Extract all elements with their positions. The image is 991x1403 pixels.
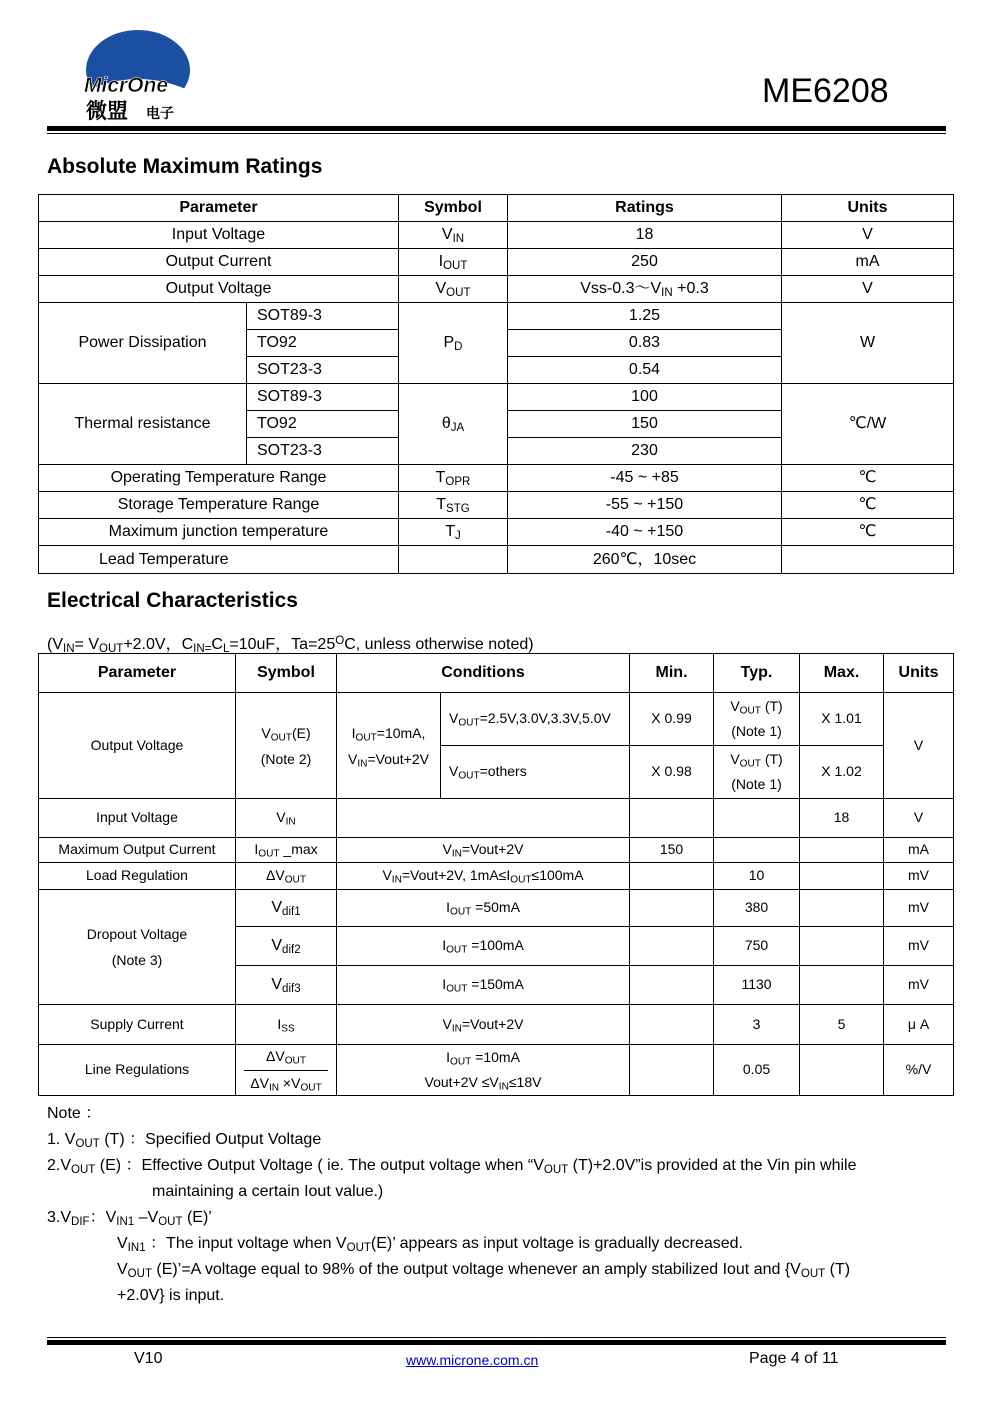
note-3: $3.V_{DIF}$：$V_{IN1}$ $-V_{OUT}$ (E)’ <box>47 1209 212 1228</box>
ec-symbol <box>236 1045 337 1096</box>
ec-max <box>800 966 884 1005</box>
footer-website-link[interactable]: www.microne.com.cn <box>406 1352 539 1368</box>
table-row <box>39 303 954 330</box>
amr-header-ratings: Ratings <box>508 195 782 222</box>
amr-param: Output Current <box>39 249 399 276</box>
ec-min: 150 <box>630 838 714 863</box>
ec-condition: $I_{OUT} =100mA$ <box>337 927 630 966</box>
ec-header-row <box>39 654 954 693</box>
ec-condition: $V_{IN}=Vout+2V$, $1mA\le I_{OUT}\le 100mA$ <box>337 863 630 890</box>
ec-unit: V <box>884 799 954 838</box>
header-rule-thick <box>47 126 946 131</box>
amr-rating: 18 <box>508 222 782 249</box>
amr-unit: ℃ <box>782 465 954 492</box>
ec-unit: mV <box>884 966 954 1005</box>
amr-param: Output Voltage <box>39 276 399 303</box>
ec-title: Electrical Characteristics <box>47 589 298 612</box>
note-3-line-3: $V_{OUT}$ (E)’=A voltage equal to 98% of the output voltage whenever an amply stabilized Iout and {$V_{OUT}$ (T) <box>117 1261 851 1280</box>
table-row <box>39 519 954 546</box>
ec-condition: $V_{IN}=Vout+2V$ <box>337 1005 630 1045</box>
amr-param: Storage Temperature Range <box>39 492 399 519</box>
header-rule-thin <box>47 133 946 134</box>
amr-package: SOT89-3 <box>247 303 399 330</box>
ec-test-conditions: ($V_{IN}= V_{OUT}+2.0V$，$C_{IN=}C_L=10uF$，$Ta=25^OC$, unless otherwise noted) <box>47 634 534 655</box>
company-logo <box>80 28 190 124</box>
ec-header-conditions: Conditions <box>337 654 630 693</box>
fraction-bar <box>244 1070 328 1071</box>
amr-symbol <box>399 546 508 574</box>
table-row <box>39 693 954 746</box>
amr-symbol: $P_D$ <box>399 303 508 384</box>
ec-max: 5 <box>800 1005 884 1045</box>
amr-param: Operating Temperature Range <box>39 465 399 492</box>
ec-condition: $V_{OUT}=others$ <box>441 746 630 799</box>
ec-unit: mV <box>884 890 954 927</box>
ec-min <box>630 863 714 890</box>
table-row <box>39 276 954 303</box>
amr-header-parameter: Parameter <box>39 195 399 222</box>
notes-section <box>47 1101 927 1309</box>
amr-header-symbol: Symbol <box>399 195 508 222</box>
note-3-line-4: +2.0V} is input. <box>117 1287 225 1304</box>
table-row <box>39 890 954 927</box>
ec-param: Dropout Voltage (Note 3) <box>39 890 236 1005</box>
ec-param: Load Regulation <box>39 863 236 890</box>
table-row <box>39 465 954 492</box>
ec-max <box>800 890 884 927</box>
amr-package: TO92 <box>247 330 399 357</box>
amr-unit: ℃/W <box>782 384 954 465</box>
table-row <box>39 384 954 411</box>
ec-header-min: Min. <box>630 654 714 693</box>
ec-typ: 750 <box>714 927 800 966</box>
logo-text-cn: 微盟 <box>86 99 128 123</box>
ec-symbol: $V_{dif1}$ <box>236 890 337 927</box>
amr-param: Power Dissipation <box>39 303 247 384</box>
ec-min <box>630 1045 714 1096</box>
notes-title: Note ： <box>47 1105 102 1122</box>
amr-package: TO92 <box>247 411 399 438</box>
amr-rating: 0.54 <box>508 357 782 384</box>
ec-condition-main: $I_{OUT}=10mA$, $V_{IN}=Vout+2V$ <box>337 693 441 799</box>
ec-typ: $V_{OUT}$ (T) (Note 1) <box>714 746 800 799</box>
amr-rating: -55 ~ +150 <box>508 492 782 519</box>
ec-unit: %/V <box>884 1045 954 1096</box>
amr-rating: 0.83 <box>508 330 782 357</box>
ec-min <box>630 966 714 1005</box>
note-2-continued: maintaining a certain Iout value.) <box>152 1183 384 1200</box>
ec-min <box>630 799 714 838</box>
amr-param: Maximum junction temperature <box>39 519 399 546</box>
ec-symbol: $I_{OUT}$ _max <box>236 838 337 863</box>
amr-symbol: $\theta_{JA}$ <box>399 384 508 465</box>
amr-unit: mA <box>782 249 954 276</box>
amr-title: Absolute Maximum Ratings <box>47 155 323 178</box>
ec-max: X 1.01 <box>800 693 884 746</box>
table-row <box>39 799 954 838</box>
ec-min <box>630 927 714 966</box>
note-1: 1. $V_{OUT}$ (T) ：Specified Output Voltage <box>47 1131 322 1150</box>
ec-param: Maximum Output Current <box>39 838 236 863</box>
table-row <box>39 1005 954 1045</box>
amr-rating: 100 <box>508 384 782 411</box>
ec-unit: V <box>884 693 954 799</box>
part-number: ME6208 <box>762 72 889 110</box>
amr-package: SOT23-3 <box>247 438 399 465</box>
amr-unit <box>782 546 954 574</box>
ec-max <box>800 863 884 890</box>
footer-page-number: Page 4 of 11 <box>749 1350 839 1367</box>
amr-unit: ℃ <box>782 519 954 546</box>
footer-version: V10 <box>134 1350 163 1367</box>
ec-max <box>800 838 884 863</box>
table-row <box>39 222 954 249</box>
ec-condition: $I_{OUT} =50mA$ <box>337 890 630 927</box>
ec-symbol: $I_{SS}$ <box>236 1005 337 1045</box>
footer-rule-thick <box>47 1340 946 1345</box>
ec-typ: 1130 <box>714 966 800 1005</box>
amr-param: Lead Temperature <box>39 546 399 574</box>
amr-rating: Vss-$0.3\sim V_{IN} +0.3$ <box>508 276 782 303</box>
amr-symbol: $V_{OUT}$ <box>399 276 508 303</box>
amr-param: Input Voltage <box>39 222 399 249</box>
ec-symbol: $V_{IN}$ <box>236 799 337 838</box>
ec-header-parameter: Parameter <box>39 654 236 693</box>
amr-unit: V <box>782 222 954 249</box>
ec-max: X 1.02 <box>800 746 884 799</box>
table-row <box>39 1045 954 1096</box>
ec-typ: $V_{OUT}$ (T) (Note 1) <box>714 693 800 746</box>
amr-rating: 150 <box>508 411 782 438</box>
footer-rule-thin <box>47 1337 946 1338</box>
ec-condition: $V_{IN}=Vout+2V$ <box>337 838 630 863</box>
ec-max: 18 <box>800 799 884 838</box>
ec-symbol: $V_{dif3}$ <box>236 966 337 1005</box>
ec-unit: μ A <box>884 1005 954 1045</box>
amr-unit: W <box>782 303 954 384</box>
absolute-maximum-ratings-table <box>38 194 954 574</box>
line-reg-numerator: $\Delta V_{OUT}$ <box>266 1048 306 1067</box>
amr-rating: 250 <box>508 249 782 276</box>
amr-header-row <box>39 195 954 222</box>
ec-symbol: $V_{OUT}(E)$ (Note 2) <box>236 693 337 799</box>
amr-header-units: Units <box>782 195 954 222</box>
ec-param: Supply Current <box>39 1005 236 1045</box>
table-row <box>39 492 954 519</box>
amr-symbol: $I_{OUT}$ <box>399 249 508 276</box>
amr-package: SOT23-3 <box>247 357 399 384</box>
ec-typ: 3 <box>714 1005 800 1045</box>
amr-package: SOT89-3 <box>247 384 399 411</box>
ec-min: X 0.99 <box>630 693 714 746</box>
amr-param: Thermal resistance <box>39 384 247 465</box>
amr-rating: 230 <box>508 438 782 465</box>
ec-typ: 380 <box>714 890 800 927</box>
electrical-characteristics-table <box>38 653 954 1096</box>
note-3-line-2: $V_{IN1}$ ：The input voltage when $V_{OUT}(E)$’ appears as input voltage is gradually decreased. <box>117 1235 743 1254</box>
ec-header-symbol: Symbol <box>236 654 337 693</box>
ec-symbol: $\Delta V_{OUT}$ <box>236 863 337 890</box>
ec-typ: 0.05 <box>714 1045 800 1096</box>
ec-param: Line Regulations <box>39 1045 236 1096</box>
ec-min <box>630 1005 714 1045</box>
line-reg-denominator: $\Delta V_{IN} \times V_{OUT}$ <box>250 1074 322 1094</box>
table-row <box>39 249 954 276</box>
ec-header-max: Max. <box>800 654 884 693</box>
note-2: $2.V_{OUT}$ (E) ：Effective Output Voltage ( ie. The output voltage when “$V_{OUT}$ (T)+2.0V”is provided at the Vin pin while <box>47 1157 857 1176</box>
ec-unit: mV <box>884 927 954 966</box>
amr-symbol: $T_{STG}$ <box>399 492 508 519</box>
amr-rating: -40 ~ +150 <box>508 519 782 546</box>
ec-typ <box>714 799 800 838</box>
ec-condition: $V_{OUT}=2.5V,3.0V,3.3V,5.0V$ <box>441 693 630 746</box>
ec-header-typ: Typ. <box>714 654 800 693</box>
amr-symbol: $T_{OPR}$ <box>399 465 508 492</box>
ec-param: Output Voltage <box>39 693 236 799</box>
table-row <box>39 546 954 574</box>
ec-unit: mA <box>884 838 954 863</box>
ec-condition <box>337 799 630 838</box>
ec-param: Input Voltage <box>39 799 236 838</box>
ec-unit: mV <box>884 863 954 890</box>
table-row <box>39 838 954 863</box>
ec-max <box>800 1045 884 1096</box>
ec-min <box>630 890 714 927</box>
ec-condition: $I_{OUT} =10mA$ Vout+2V $\le V_{IN}\le 18V$ <box>337 1045 630 1096</box>
logo-text-cn-small: 电子 <box>146 106 174 122</box>
amr-unit: V <box>782 276 954 303</box>
ec-symbol: $V_{dif2}$ <box>236 927 337 966</box>
ec-max <box>800 927 884 966</box>
amr-symbol: $V_{IN}$ <box>399 222 508 249</box>
ec-condition: $I_{OUT} =150mA$ <box>337 966 630 1005</box>
ec-header-units: Units <box>884 654 954 693</box>
amr-rating: 1.25 <box>508 303 782 330</box>
amr-unit: ℃ <box>782 492 954 519</box>
amr-symbol: $T_J$ <box>399 519 508 546</box>
ec-typ: 10 <box>714 863 800 890</box>
logo-text-en: MicrOne <box>84 74 169 97</box>
amr-rating: 260℃，10sec <box>508 546 782 574</box>
amr-rating: -45 ~ +85 <box>508 465 782 492</box>
table-row <box>39 863 954 890</box>
ec-typ <box>714 838 800 863</box>
ec-min: X 0.98 <box>630 746 714 799</box>
